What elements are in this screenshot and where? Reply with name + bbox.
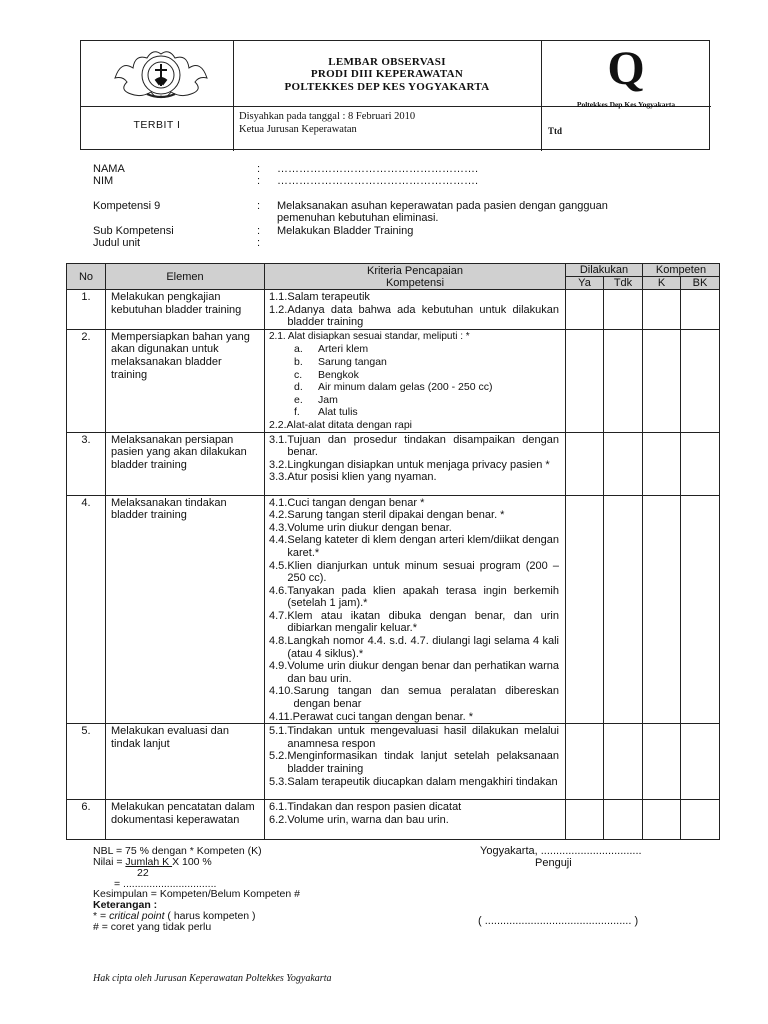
penguji-signature-line: ( ................................................ ): [478, 915, 639, 927]
colon: :: [257, 237, 261, 249]
quality-q-mark: Q: [607, 42, 645, 95]
check-ya-cell[interactable]: [566, 495, 604, 724]
row-number: 1.: [67, 290, 106, 330]
row-criteria: [265, 432, 566, 495]
criteria-item: 5.3. Salam terapeutik diucapkan dalam mengakhiri tindakan: [269, 775, 558, 788]
criteria-item: 6.1. Tindakan dan respon pasien dicatat: [269, 801, 462, 814]
header-title-line: LEMBAR OBSERVASI: [328, 56, 446, 68]
nama-value: ……………………………………………….: [277, 163, 479, 175]
row-criteria: [265, 329, 566, 432]
header-title-line: PRODI DIII KEPERAWATAN: [310, 68, 464, 80]
criteria-subitem: c. Bengkok: [294, 368, 359, 381]
row-elemen: Melaksanakan tindakan bladder training: [106, 495, 265, 724]
row-elemen: Melakukan evaluasi dan tindak lanjut: [106, 724, 265, 800]
criteria-subitem: b. Sarung tangan: [294, 355, 387, 368]
criteria-item: 3.2. Lingkungan disiapkan untuk menjaga privacy pasien *: [269, 458, 550, 471]
terbit-label: TERBIT I: [133, 119, 181, 131]
criteria-item: 1.2. Adanya data bahwa ada kebutuhan untuk dilakukan bladder training: [269, 303, 559, 329]
document-header: [80, 40, 710, 150]
criteria-item: 3.3. Atur posisi klien yang nyaman.: [269, 471, 437, 484]
check-tdk-cell[interactable]: [604, 432, 643, 495]
row-number: 5.: [67, 724, 106, 800]
header-elemen: Elemen: [106, 264, 265, 290]
table-row: [67, 290, 720, 330]
header-bk: BK: [681, 277, 720, 290]
criteria-item: 6.2. Volume urin, warna dan bau urin.: [269, 813, 449, 826]
observation-table: [66, 263, 719, 840]
colon: :: [257, 225, 261, 237]
check-tdk-cell[interactable]: [604, 800, 643, 840]
sub-kompetensi-value: Melakukan Bladder Training: [277, 225, 414, 237]
institution-logo: [111, 46, 211, 102]
check-bk-cell[interactable]: [681, 800, 720, 840]
check-k-cell[interactable]: [643, 290, 681, 330]
keterangan-symbol: * =: [93, 910, 110, 922]
approval-date: Disyahkan pada tanggal : 8 Februari 2010: [239, 111, 416, 122]
nim-label: NIM: [93, 175, 114, 187]
critical-point-term: critical point: [109, 910, 165, 922]
kesimpulan: Kesimpulan = Kompeten/Belum Kompeten #: [93, 888, 300, 900]
check-tdk-cell[interactable]: [604, 329, 643, 432]
criteria-intro: 2.1. Alat disiapkan sesuai standar, meliputi : *: [269, 330, 470, 342]
copyright-note: Hak cipta oleh Jurusan Keperawatan Poltekkes Yogyakarta: [93, 973, 332, 984]
table-row: [67, 724, 720, 800]
keterangan-coret: # = coret yang tidak perlu: [93, 921, 212, 933]
check-bk-cell[interactable]: [681, 495, 720, 724]
row-criteria: [265, 290, 566, 330]
nilai-denominator: 22: [137, 867, 149, 879]
nim-value: ……………………………………………….: [277, 175, 479, 187]
check-bk-cell[interactable]: [681, 290, 720, 330]
header-title-line: POLTEKKES DEP KES YOGYAKARTA: [284, 81, 490, 93]
header-no: No: [67, 264, 106, 290]
colon: :: [257, 175, 261, 187]
check-ya-cell[interactable]: [566, 329, 604, 432]
criteria-item: 4.3. Volume urin diukur dengan benar.: [269, 521, 452, 534]
table-row: [67, 432, 720, 495]
nama-label: NAMA: [93, 163, 125, 175]
check-bk-cell[interactable]: [681, 432, 720, 495]
check-ya-cell[interactable]: [566, 724, 604, 800]
colon: :: [257, 200, 261, 212]
nilai-suffix: X 100 %: [172, 856, 212, 868]
table-row: [67, 329, 720, 432]
row-criteria: [265, 724, 566, 800]
criteria-item: 4.7. Klem atau ikatan dibuka dengan benar, dan urin dibiarkan mengalir keluar.*: [269, 609, 559, 635]
check-k-cell[interactable]: [643, 329, 681, 432]
header-kriteria: [265, 264, 566, 290]
keterangan-label: Keterangan :: [93, 899, 158, 911]
criteria-item: 4.4. Selang kateter di klem dengan arteri klem/diikat dengan karet.*: [269, 534, 559, 559]
row-criteria: [265, 800, 566, 840]
row-number: 6.: [67, 800, 106, 840]
check-k-cell[interactable]: [643, 800, 681, 840]
nilai-formula: [93, 857, 212, 868]
criteria-item: 4.11. Perawat cuci tangan dengan benar. *: [269, 710, 474, 723]
criteria-item: 2.2. Alat-alat ditata dengan rapi: [269, 418, 413, 431]
nilai-numerator: Jumlah K: [125, 856, 173, 868]
row-elemen: Melakukan pengkajian kebutuhan bladder training: [106, 290, 265, 330]
criteria-item: 4.9. Volume urin diukur dengan benar dan perhatikan warna dan bau urin.: [269, 660, 559, 685]
row-elemen: Mempersiapkan bahan yang akan digunakan untuk melaksanakan bladder training: [106, 329, 265, 432]
kompetensi-label: Kompetensi 9: [93, 200, 161, 212]
row-number: 4.: [67, 495, 106, 724]
row-criteria: [265, 495, 566, 724]
nilai-result: = ................................: [114, 878, 217, 890]
colon: :: [257, 163, 261, 175]
header-kriteria-line: Kompetensi: [385, 276, 445, 289]
table-row: [67, 800, 720, 840]
criteria-item: 4.10. Sarung tangan dan semua peralatan dibereskan dengan benar: [269, 685, 559, 711]
criteria-item: 4.2. Sarung tangan steril dipakai dengan benar. *: [269, 509, 505, 522]
check-k-cell[interactable]: [643, 724, 681, 800]
criteria-subitem: a. Arteri klem: [294, 343, 369, 356]
table-row: [67, 495, 720, 724]
check-tdk-cell[interactable]: [604, 724, 643, 800]
criteria-item: 3.1. Tujuan dan prosedur tindakan disampaikan dengan benar.: [269, 433, 559, 459]
criteria-item: 4.8. Langkah nomor 4.4. s.d. 4.7. diulangi lagi selama 4 kali (atau 4 siklus).*: [269, 635, 559, 660]
check-ya-cell[interactable]: [566, 432, 604, 495]
kompetensi-value: Melaksanakan asuhan keperawatan pada pasien dengan gangguan: [277, 200, 608, 212]
nbl-note: NBL = 75 % dengan * Kompeten (K): [93, 845, 262, 857]
penguji-label: Penguji: [535, 857, 572, 869]
check-bk-cell[interactable]: [681, 724, 720, 800]
row-elemen: Melakukan pencatatan dalam dokumentasi keperawatan: [106, 800, 265, 840]
header-tdk: Tdk: [604, 277, 643, 290]
check-k-cell[interactable]: [643, 495, 681, 724]
criteria-item: 4.6. Tanyakan pada klien apakah terasa ingin berkemih (setelah 1 jam).*: [269, 584, 559, 610]
quality-caption: Poltekkes Dep Kes Yogyakarta: [576, 100, 676, 109]
criteria-item: 5.1. Tindakan untuk mengevaluasi hasil dilakukan melalui anamnesa respon: [269, 725, 559, 750]
header-kriteria-line: Kriteria Pencapaian: [366, 264, 463, 277]
check-tdk-cell[interactable]: [604, 495, 643, 724]
criteria-item: 5.2. Menginformasikan tindak lanjut setelah pelaksanaan bladder training: [269, 750, 559, 775]
check-bk-cell[interactable]: [681, 329, 720, 432]
criteria-subitem: d. Air minum dalam gelas (200 - 250 cc): [294, 381, 493, 394]
signature-label: Ttd: [548, 126, 563, 136]
check-k-cell[interactable]: [643, 432, 681, 495]
place-date: Yogyakarta, .................................: [480, 845, 642, 857]
criteria-item: 1.1. Salam terapeutik: [269, 291, 370, 303]
check-tdk-cell[interactable]: [604, 290, 643, 330]
row-number: 3.: [67, 432, 106, 495]
row-number: 2.: [67, 329, 106, 432]
approver-title: Ketua Jurusan Keperawatan: [239, 124, 357, 135]
check-ya-cell[interactable]: [566, 800, 604, 840]
criteria-item: 4.1. Cuci tangan dengan benar *: [269, 496, 425, 509]
header-kompeten: Kompeten: [643, 264, 720, 277]
header-dilakukan: Dilakukan: [566, 264, 643, 277]
kompetensi-value: pemenuhan kebutuhan eliminasi.: [277, 212, 439, 224]
nilai-prefix: Nilai =: [93, 856, 126, 868]
header-k: K: [643, 277, 681, 290]
criteria-subitem: e. Jam: [294, 393, 338, 406]
header-ya: Ya: [566, 277, 604, 290]
row-elemen: Melaksanakan persiapan pasien yang akan dilakukan bladder training: [106, 432, 265, 495]
check-ya-cell[interactable]: [566, 290, 604, 330]
criteria-item: 4.5. Klien dianjurkan untuk minum sesuai program (200 – 250 cc).: [269, 559, 559, 585]
sub-kompetensi-label: Sub Kompetensi: [93, 225, 174, 237]
criteria-subitem: f. Alat tulis: [294, 406, 358, 419]
keterangan-desc: ( harus kompeten ): [164, 910, 256, 922]
judul-unit-label: Judul unit: [93, 237, 141, 249]
